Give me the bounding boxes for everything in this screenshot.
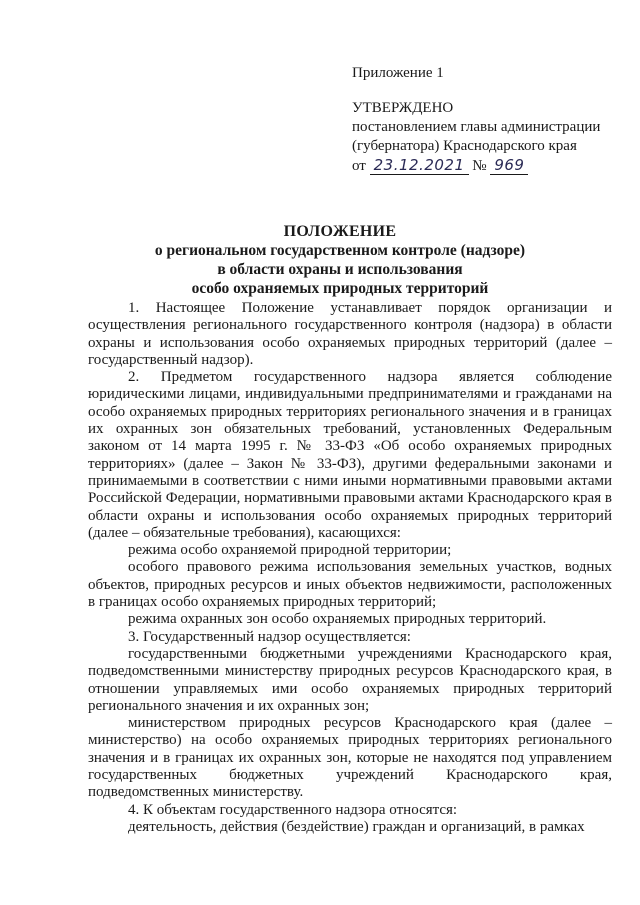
appendix-label: Приложение 1 <box>352 65 444 81</box>
paragraph: 4. К объектам государственного надзора относятся: <box>128 801 458 818</box>
decree-line-1: постановлением главы администрации <box>352 119 601 135</box>
title-line-1: о региональном государственном контроле (надзоре) <box>154 242 526 259</box>
paragraph: 1. Настоящее Положение устанавливает порядок организации и осуществления регионального государственного контроля (надзора) в области охраны и использования особо охраняемых природных территорий (далее – государственный надзор). <box>88 300 612 368</box>
number-prefix: № <box>472 158 487 174</box>
title-line-2: в области охраны и использования <box>217 261 463 278</box>
paragraph: режима особо охраняемой природной территории; <box>128 542 452 559</box>
decree-date-number <box>352 156 622 176</box>
decree-line-2: (губернатора) Краснодарского края <box>352 138 577 154</box>
title-line-3: особо охраняемых природных территорий <box>191 280 489 297</box>
from-prefix: от <box>352 158 366 174</box>
document-body <box>88 300 612 836</box>
paragraph: государственными бюджетными учреждениями Краснодарского края, подведомственными министерству природных ресурсов Краснодарского края, в отношении управляемых ими особо охраняемых природных территорий регионального значения и их охранных зон; <box>88 645 612 714</box>
paragraph: деятельность, действия (бездействие) граждан и организаций, в рамках <box>128 818 585 835</box>
paragraph: министерством природных ресурсов Краснодарского края (далее – министерство) на особо охраняемых природных территориях регионального значения и в границах их охранных зон, которые не находятся под управлением государственных бюджетных учреждений Краснодарского края, подведомственных министерству. <box>88 715 612 801</box>
paragraph: 2. Предметом государственного надзора является соблюдение юридическими лицами, индивидуальными предпринимателями и гражданами на особо охраняемых природных территориях регионального значения и в границах их охранных зон обязательных требований, установленных Федеральным законом от 14 марта 1995 г. № 33-ФЗ «Об особо охраняемых природных территориях» (далее – Закон № 33-ФЗ), другими федеральными законами и принимаемыми в соответствии с ними иными нормативными правовыми актами Российской Федерации, нормативными правовыми актами Краснодарского края в области охраны и использования особо охраняемых природных территорий (далее – обязательные требования), касающихся: <box>88 369 612 541</box>
handwritten-number: 969 <box>490 156 528 175</box>
paragraph: 3. Государственный надзор осуществляется: <box>128 628 411 645</box>
document-title <box>80 222 600 298</box>
title-main: ПОЛОЖЕНИЕ <box>283 223 397 240</box>
spacer <box>352 83 622 99</box>
paragraph: режима охранных зон особо охраняемых природных территорий. <box>128 611 547 628</box>
approval-block <box>352 64 622 176</box>
approved-heading: УТВЕРЖДЕНО <box>352 100 454 116</box>
paragraph: особого правового режима использования земельных участков, водных объектов, природных ресурсов и иных объектов недвижимости, расположенных в границах особо охраняемых природных территорий; <box>88 559 612 611</box>
handwritten-date: 23.12.2021 <box>370 156 469 175</box>
